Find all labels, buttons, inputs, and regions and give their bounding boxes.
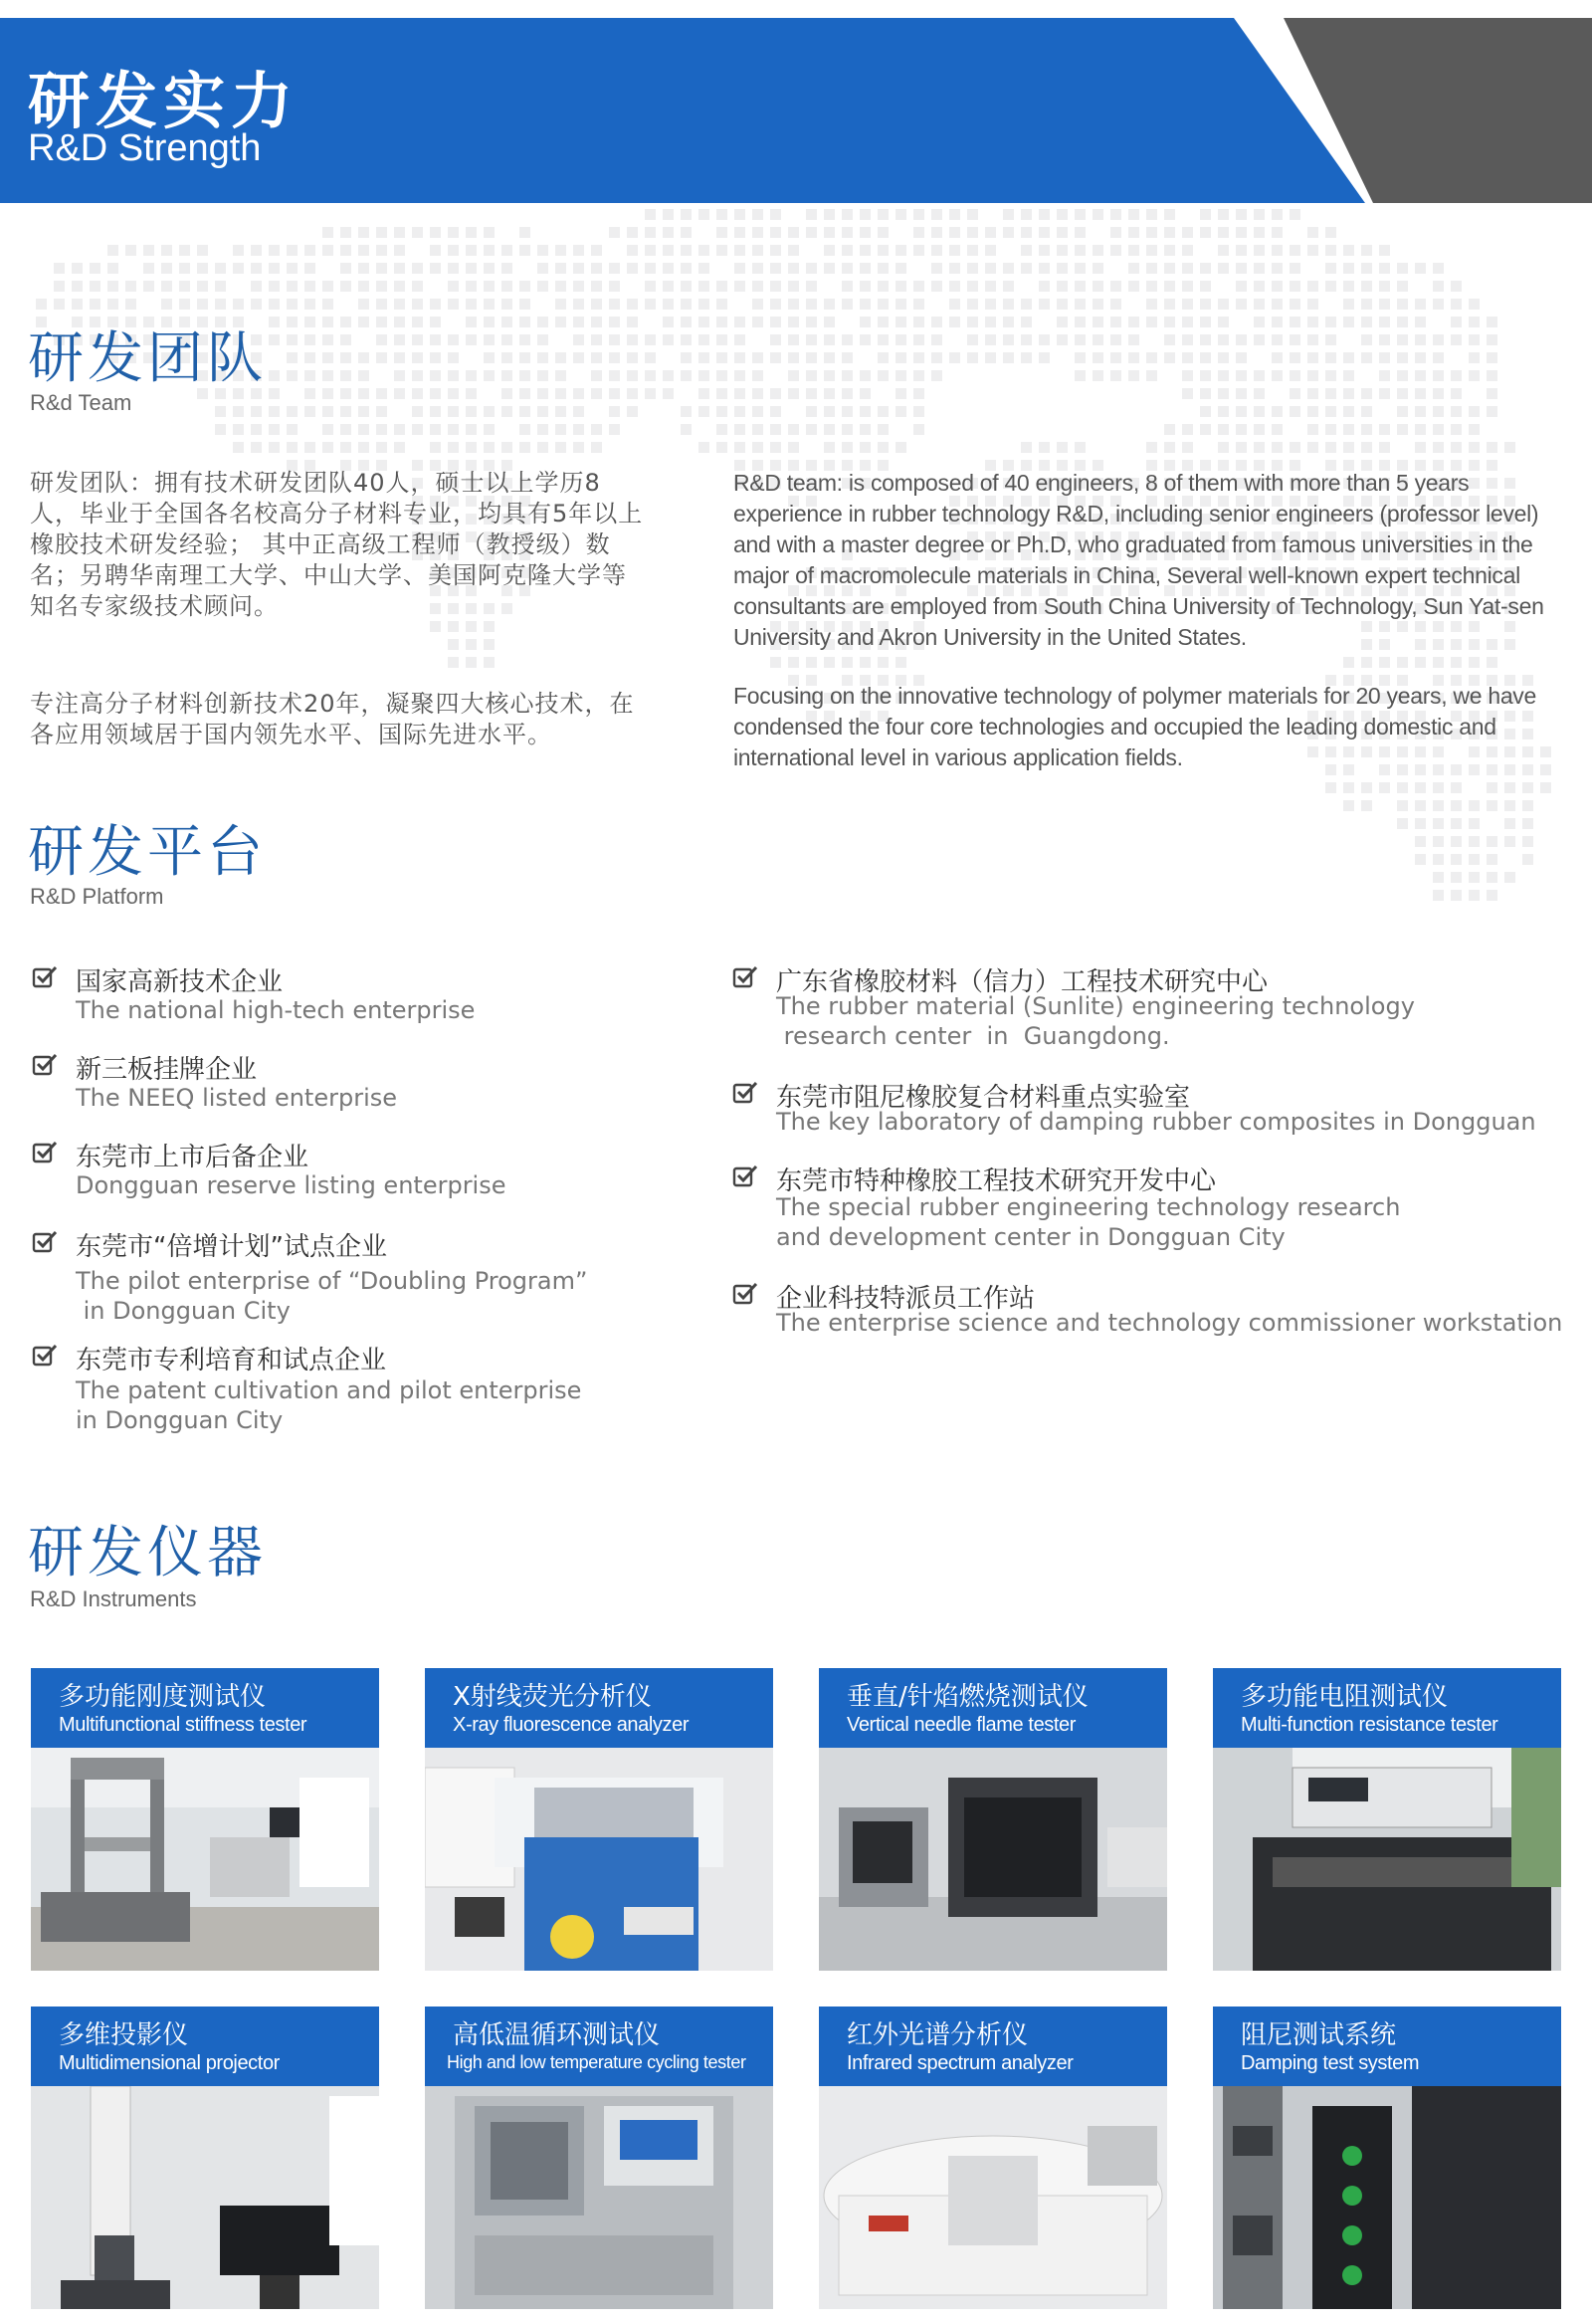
platform-item: 东莞市上市后备企业 Dongguan reserve listing enterprise xyxy=(32,1137,708,1206)
instrument-card: 多维投影仪 Multidimensional projector xyxy=(31,2007,379,2309)
platform-subtitle: R&D Platform xyxy=(30,884,164,909)
platform-title: 研发平台 xyxy=(28,820,267,885)
instrument-card: 多功能电阻测试仪 Multi-function resistance tester xyxy=(1213,1668,1561,1971)
instrument-photo xyxy=(819,1748,1167,1971)
instrument-photo xyxy=(425,1748,773,1971)
instrument-photo xyxy=(31,2086,379,2309)
platform-item: 东莞市特种橡胶工程技术研究开发中心 The special rubber engineering technology research and development center in Dongguan City xyxy=(732,1161,1588,1260)
team-cn-paragraph-2: 专注高分子材料创新技术20年，凝聚四大核心技术，在 各应用领域居于国内领先水平、国际先进水平。 xyxy=(30,690,635,748)
platform-item: 东莞市“倍增计划”试点企业 The pilot enterprise of “Doubling Program” in Dongguan City xyxy=(32,1226,708,1326)
instrument-card: X射线荧光分析仪 X-ray fluorescence analyzer xyxy=(425,1668,773,1971)
instrument-photo xyxy=(819,2086,1167,2309)
platform-item: 国家高新技术企业 The national high-tech enterprise xyxy=(32,961,708,1031)
instrument-photo xyxy=(425,2086,773,2309)
instrument-photo xyxy=(1213,1748,1561,1971)
checkbox-checked-icon xyxy=(732,1280,758,1306)
instrument-card: 阻尼测试系统 Damping test system xyxy=(1213,2007,1561,2309)
platform-item: 企业科技特派员工作站 The enterprise science and technology commissioner workstation xyxy=(732,1278,1588,1348)
platform-item: 东莞市专利培育和试点企业 The patent cultivation and pilot enterprise in Dongguan City xyxy=(32,1340,708,1439)
instruments-subtitle: R&D Instruments xyxy=(30,1586,197,1611)
platform-item: 广东省橡胶材料（信力）工程技术研究中心 The rubber material (Sunlite) engineering technology research center in Guangdong. xyxy=(732,961,1588,1061)
instrument-photo xyxy=(31,1748,379,1971)
checkbox-checked-icon xyxy=(32,1139,58,1164)
team-en-paragraph-2: Focusing on the innovative technology of polymer materials for 20 years, we have condensed the four core technologies and occupied the leading domestic and international level in various application fields. xyxy=(733,683,1536,770)
instrument-card: 红外光谱分析仪 Infrared spectrum analyzer xyxy=(819,2007,1167,2309)
checkbox-checked-icon xyxy=(32,1342,58,1368)
instrument-card: 垂直/针焰燃烧测试仪 Vertical needle flame tester xyxy=(819,1668,1167,1971)
checkbox-checked-icon xyxy=(32,1051,58,1077)
platform-item: 新三板挂牌企业 The NEEQ listed enterprise xyxy=(32,1049,708,1119)
page-subtitle: R&D Strength xyxy=(28,127,262,169)
team-en-paragraph-1: R&D team: is composed of 40 engineers, 8 of them with more than 5 years experience in rubber technology R&D, including senior engineers (professor level) and with a master degree or Ph.D, who graduated from famous universities in the major of macromolecule materials in China, Several well-known expert technical consultants are employed from South China University of Technology, Sun Yat-sen University and Akron University in the United States. xyxy=(733,470,1544,650)
checkbox-checked-icon xyxy=(732,1162,758,1188)
checkbox-checked-icon xyxy=(32,963,58,989)
platform-item: 东莞市阻尼橡胶复合材料重点实验室 The key laboratory of damping rubber composites in Dongguan xyxy=(732,1077,1588,1147)
team-title: 研发团队 xyxy=(28,326,267,391)
team-cn-paragraph-1: 研发团队：拥有技术研发团队40人，硕士以上学历8 人，毕业于全国各名校高分子材料专业，均具有5年以上 橡胶技术研发经验； 其中正高级工程师（教授级）数 名；另聘华南理工大学、中山大学、美国阿克隆大学等 知名专家级技术顾问。 xyxy=(30,469,644,620)
instrument-card: 高低温循环测试仪 High and low temperature cycling tester xyxy=(425,2007,773,2309)
page-title: 研发实力 xyxy=(28,65,299,137)
instruments-title: 研发仪器 xyxy=(28,1521,267,1585)
instrument-card: 多功能刚度测试仪 Multifunctional stiffness tester xyxy=(31,1668,379,1971)
checkbox-checked-icon xyxy=(32,1228,58,1254)
team-subtitle: R&d Team xyxy=(30,390,132,415)
instrument-photo xyxy=(1213,2086,1561,2309)
checkbox-checked-icon xyxy=(732,963,758,989)
checkbox-checked-icon xyxy=(732,1079,758,1105)
